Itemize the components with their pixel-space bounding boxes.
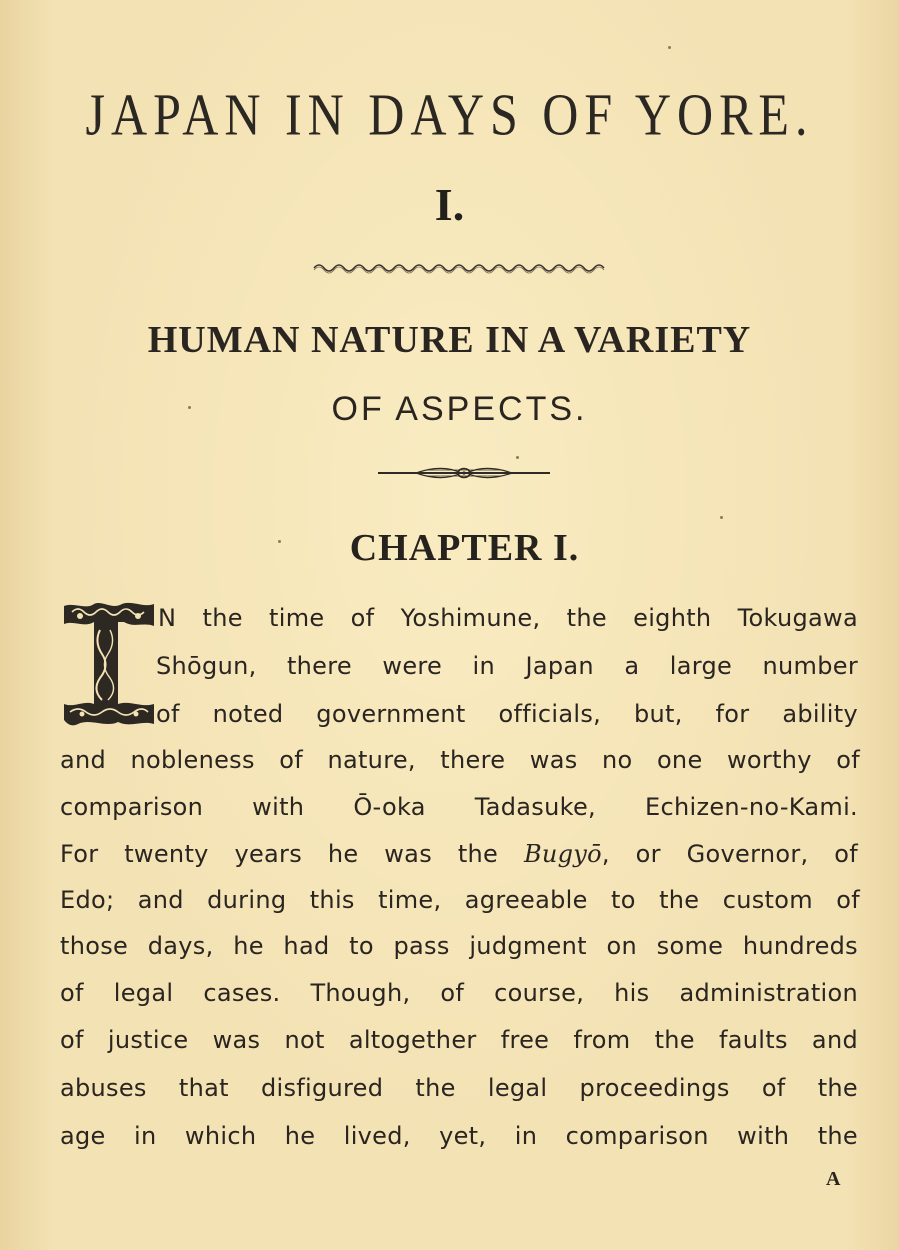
- body-line-8: those days, he had to pass judgment on some hundreds: [60, 932, 858, 960]
- paper-speck: [720, 516, 723, 519]
- body-line-6-text: For twenty years he was the Bugyō, or Governor, of: [60, 840, 858, 868]
- part-title-line-1: HUMAN NATURE IN A VARIETY: [147, 319, 752, 361]
- body-line-12: age in which he lived, yet, in comparison with the: [60, 1122, 858, 1150]
- wavy-rule-ornament: [312, 260, 612, 276]
- ornamental-divider: [376, 462, 552, 484]
- part-number: I.: [434, 179, 465, 230]
- signature-mark: A: [826, 1168, 841, 1190]
- chapter-heading: CHAPTER I.: [349, 527, 580, 569]
- body-line-6: [60, 840, 858, 868]
- body-line-3: of noted government officials, but, for ability: [156, 700, 858, 728]
- paper-speck: [278, 540, 281, 543]
- italic-term: Bugyō: [523, 840, 602, 868]
- paper-speck: [188, 406, 191, 409]
- body-line-1: N the time of Yoshimune, the eighth Tokugawa: [158, 604, 858, 632]
- body-line-11: abuses that disfigured the legal proceedings of the: [60, 1074, 858, 1102]
- body-line-2: Shōgun, there were in Japan a large number: [156, 652, 858, 680]
- paper-speck: [516, 456, 519, 459]
- part-title-line-2: OF ASPECTS.: [331, 390, 588, 428]
- body-line-7: Edo; and during this time, agreeable to the custom of: [60, 886, 860, 914]
- body-line-10: of justice was not altogether free from the faults and: [60, 1026, 858, 1054]
- body-line-5: comparison with Ō-oka Tadasuke, Echizen-no-Kami.: [60, 793, 858, 821]
- paper-speck: [668, 46, 671, 49]
- body-line-9: of legal cases. Though, of course, his administration: [60, 979, 858, 1007]
- running-title: JAPAN IN DAYS OF YORE.: [85, 81, 814, 148]
- body-line-4: and nobleness of nature, there was no one worthy of: [60, 746, 860, 774]
- decorative-initial-i-icon: [60, 600, 158, 728]
